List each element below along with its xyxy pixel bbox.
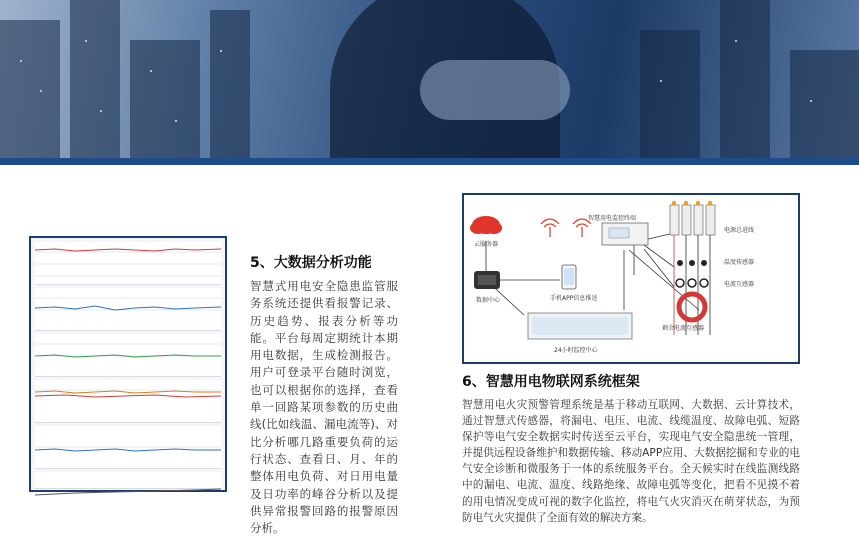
hero-banner-image: [0, 0, 859, 160]
section6-title: 6、智慧用电物联网系统框架: [462, 374, 640, 390]
temperature-sensor-icon: [677, 260, 683, 266]
residual-current-label: 剩余电流互感器: [662, 325, 705, 332]
monitor-center-label: 24小时监控中心: [554, 347, 598, 354]
cloud-server-label: 云服务器: [474, 241, 499, 248]
section5-body: 智慧式用电安全隐患监管服务系统还提供看报警记录、历史趋势、报表分析等功能。平台每周定期统计本期用电数据，生成检测报告。用户可登录平台随时浏览，也可以根据你的选择，查看单一回路某项参数的历史曲线(比如线温、漏电流等)、对比分析哪几路重要负荷的运行状态、查看日、月、年的整体用电负荷、对日用电量及日功率的峰谷分析以及提供异常报警回路的报警原因分析。: [250, 279, 398, 536]
trend-chart: [35, 242, 221, 285]
breaker-icon: [670, 205, 679, 235]
terminal-label: 智慧用电监控终端: [588, 215, 637, 222]
section6-body: 智慧用电火灾预警管理系统是基于移动互联网、大数据、云计算技术，通过智慧式传感器，将漏电、电压、电流、线缆温度、故障电弧、短路保护等电气安全数据实时传送至云平台，实现电气安全隐患统一管理，并提供远程设备维护和数据传输、移动APP应用、大数据挖掘和专业的电气安全诊断和微服务于一体的系统服务平台。全天候实时在线监测线路中的漏电、电流、温度、线路绝缘、故障电弧等变化，把看不见摸不着的用电情况变成可视的数字化监控，将电气火灾消灭在萌芽状态，为预防电气火灾提供了全面有效的解决方案。: [462, 399, 800, 524]
current-transformer-icon: [676, 279, 684, 287]
section5-title: 5、大数据分析功能: [250, 255, 372, 271]
main-line-label: 电源总进线: [724, 227, 755, 234]
data-center-label: 数据中心: [476, 297, 501, 304]
system-framework-diagram: [462, 193, 800, 364]
residual-current-transformer-icon: [679, 294, 705, 320]
trend-chart: [35, 472, 221, 489]
trend-chart: [35, 288, 221, 331]
trend-chart: [35, 426, 221, 469]
temperature-sensor-label: 温度传感器: [724, 259, 755, 266]
app-push-label: 手机APP信息推送: [550, 295, 598, 302]
trend-chart: [35, 380, 221, 423]
header-divider-band: [0, 158, 859, 165]
current-transformer-label: 电流互感器: [724, 281, 755, 288]
history-trend-screenshot: [29, 236, 227, 492]
trend-chart: [35, 334, 221, 377]
